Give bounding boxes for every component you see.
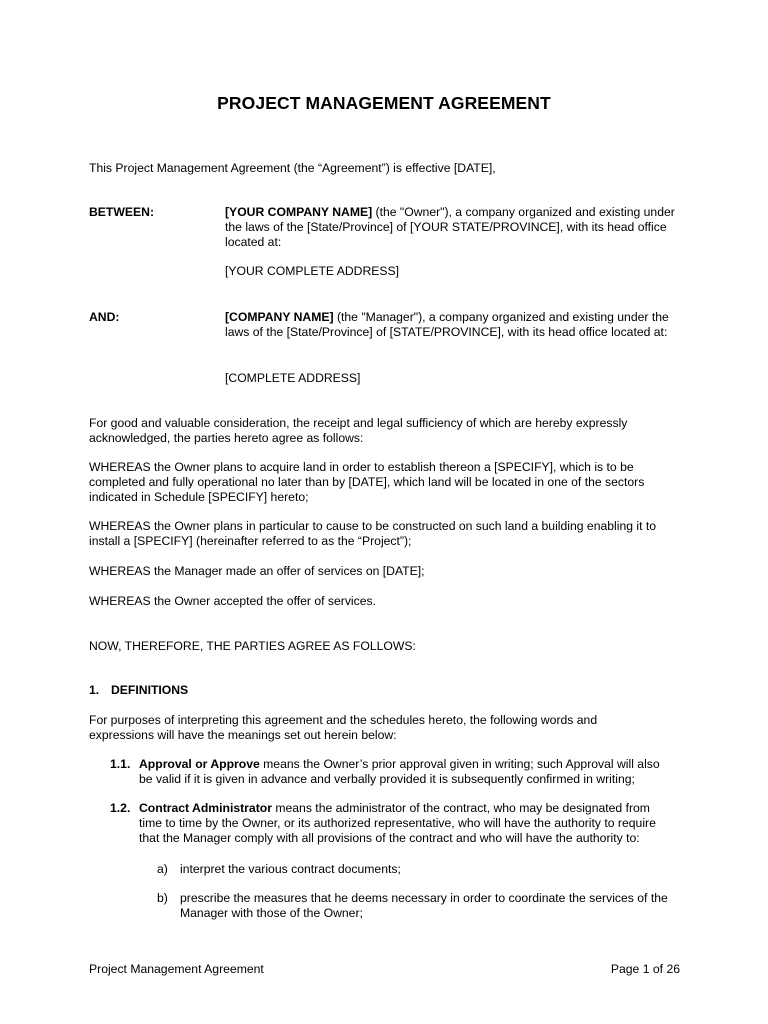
definition-text: means the administrator of the contract, who may be designated from time to time by the Owner, or its authorized representative, who will have the authority to require that the Manager comply with all provisions of the contract and who will have the authority to: [139,801,656,845]
owner-name: [YOUR COMPANY NAME] [225,205,373,219]
and-party-text [225,310,685,340]
recital-whereas-accepted: WHEREAS the Owner accepted the offer of services. [89,594,376,608]
subitem-text: interpret the various contract documents; [180,862,401,876]
section-title: DEFINITIONS [111,683,189,697]
intro-paragraph: This Project Management Agreement (the “Agreement”) is effective [DATE], [89,161,496,175]
subitem-letter: a) [157,862,168,876]
definition-number: 1.1. [110,757,131,771]
section-heading-definitions [89,683,188,698]
definition-contract-administrator [139,801,674,846]
section-number: 1. [89,683,100,697]
subitem-letter: b) [157,891,168,905]
definition-text: means the Owner’s prior approval given in writing; such Approval will also be valid if it is given in advance and verbally provided it is subsequently confirmed in writing; [139,757,660,786]
owner-address: [YOUR COMPLETE ADDRESS] [225,264,400,278]
subitem-text: prescribe the measures that he deems necessary in order to coordinate the services of the Manager with those of the Owner; [180,891,668,920]
definition-number: 1.2. [110,801,131,815]
recital-whereas-land: WHEREAS the Owner plans to acquire land in order to establish thereon a [SPECIFY], which is to be completed and fully operational no later than by [DATE], which land will be located in one of the sectors indicated in Schedule [SPECIFY] hereto; [89,460,645,504]
footer-page-number: Page 1 of 26 [610,962,680,976]
definitions-intro: For purposes of interpreting this agreement and the schedules hereto, the following words and expressions will have the meanings set out herein below: [89,713,598,742]
manager-name: [COMPANY NAME] [225,310,334,324]
now-therefore: NOW, THEREFORE, THE PARTIES AGREE AS FOLLOWS: [89,639,416,653]
recital-whereas-building: WHEREAS the Owner plans in particular to cause to be constructed on such land a building enabling it to install a [SPECIFY] (hereinafter referred to as the “Project”); [89,519,657,548]
definition-approval [139,757,674,787]
manager-address: [COMPLETE ADDRESS] [225,371,361,385]
footer-document-name: Project Management Agreement [89,962,264,976]
recital-whereas-offer: WHEREAS the Manager made an offer of services on [DATE]; [89,564,425,578]
between-party-text [225,205,685,250]
definition-term: Contract Administrator [139,801,272,815]
recital-consideration: For good and valuable consideration, the receipt and legal sufficiency of which are hereby expressly acknowledged, the parties hereto agree as follows: [89,416,628,445]
between-label: BETWEEN: [89,205,154,219]
and-label: AND: [89,310,120,324]
manager-description: (the "Manager"), a company organized and existing under the laws of the [State/Province] of [STATE/PROVINCE], with its head office located at: [225,310,669,339]
owner-description: (the "Owner"), a company organized and existing under the laws of the [State/Province] of [YOUR STATE/PROVINCE], with its head office located at: [225,205,675,249]
definition-term: Approval or Approve [139,757,260,771]
document-title: PROJECT MANAGEMENT AGREEMENT [217,93,551,113]
